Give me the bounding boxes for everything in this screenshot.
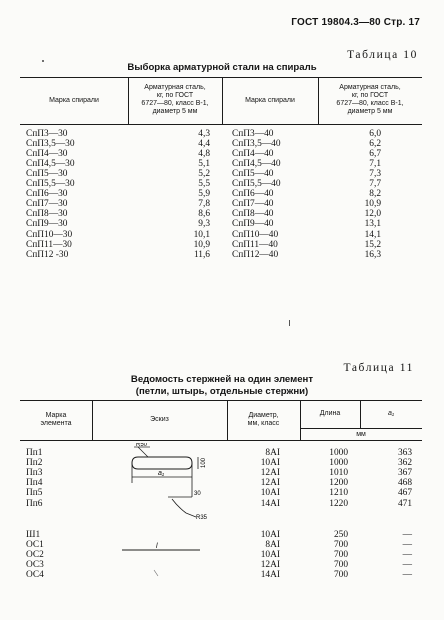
t10-left-value: 11,6: [193, 249, 210, 260]
table11-header-rule: [20, 440, 422, 441]
t11-diameter: 10AI: [260, 458, 280, 469]
t10-right-value: 14,1: [364, 229, 381, 240]
t10-right-mark: СпП3,5—40: [232, 139, 281, 150]
t11-mark: Пп6: [26, 498, 43, 509]
t10-right-value: 10,9: [364, 199, 381, 210]
r50-leader: [138, 447, 148, 457]
t10-left-mark: СпП3,5—30: [26, 139, 75, 150]
hook-curve: [172, 499, 186, 513]
t10-right-mark: СпП7—40: [232, 199, 274, 210]
t10-left-value: 9,3: [198, 219, 210, 230]
table11-unit-rule: [300, 428, 422, 429]
t10-left-value: 5,1: [198, 159, 210, 170]
t10-left-mark: СпП8—30: [26, 209, 68, 220]
t11-mark: ОС1: [26, 540, 44, 551]
t11-mark: Ш1: [26, 530, 41, 540]
t11-mark: Пп4: [26, 478, 43, 489]
col-steel-line: диаметр 5 мм: [347, 108, 393, 115]
table11-title-1: Ведомость стержней на один элемент: [130, 374, 314, 385]
table11-top-rule: [20, 400, 422, 401]
col-steel-line: Арматурная сталь,: [339, 84, 401, 91]
t10-left-mark: СпП7—30: [26, 199, 68, 210]
t10-left-value: 10,9: [193, 239, 210, 250]
t10-right-value: 15,2: [364, 239, 381, 250]
table11-col-mark: [20, 412, 92, 428]
t10-right-value: 6,0: [369, 129, 381, 139]
t11-diameter: 10AI: [260, 530, 280, 540]
t10-left-mark: СпП9—30: [26, 219, 68, 230]
t11-diameter: 12AI: [260, 468, 280, 479]
t11-diameter: 8AI: [265, 540, 280, 551]
table10-header-rule: [20, 124, 422, 125]
t10-right-mark: СпП5,5—40: [232, 179, 281, 190]
t10-right-value: 7,1: [369, 159, 381, 170]
t10-left-value: 4,8: [198, 149, 210, 160]
bar-sketch: [118, 540, 208, 580]
t10-right-value: 6,2: [369, 139, 381, 150]
t10-right-value: 7,7: [369, 179, 381, 190]
col-steel-line: Арматурная сталь,: [144, 84, 206, 91]
t11-length: 1010: [329, 468, 348, 479]
t10-right-mark: СпП4,5—40: [232, 159, 281, 170]
table11-col-a1: a₁: [387, 410, 395, 417]
t10-left-value: 4,3: [198, 129, 210, 139]
t10-left-mark: СпП6—30: [26, 189, 68, 200]
table10-col-mark-2: Марка спирали: [245, 97, 295, 104]
scan-speck: [154, 570, 158, 576]
t11-length: 1000: [329, 448, 348, 458]
table10-col-steel: [128, 84, 222, 116]
scan-speck: [289, 320, 290, 326]
t10-left-mark: СпП4,5—30: [26, 159, 75, 170]
t10-left-mark: СпП5,5—30: [26, 179, 75, 190]
t11-diameter: 14AI: [260, 570, 280, 581]
table11-col-sketch: Эскиз: [150, 416, 169, 423]
t10-right-mark: СпП8—40: [232, 209, 274, 220]
a1-label: a₁: [158, 470, 165, 477]
r35-leader: [186, 513, 196, 517]
t10-right-mark: СпП9—40: [232, 219, 274, 230]
col-mark-line: элемента: [40, 420, 72, 427]
loop-sketch: [128, 443, 218, 521]
t11-length: 700: [333, 560, 348, 571]
t11-length: 1210: [329, 488, 348, 499]
t10-right-value: 13,1: [364, 219, 381, 230]
scan-speck: [42, 60, 44, 62]
dim100-label: 100: [201, 457, 207, 468]
t10-left-mark: СпП11—30: [26, 239, 72, 250]
t10-left-value: 5,5: [198, 179, 210, 190]
t11-a1: 468: [397, 478, 412, 489]
table11-col-unit: мм: [356, 431, 366, 438]
loop-outline: [132, 457, 192, 469]
t11-a1: 363: [397, 448, 412, 458]
col-steel-line: кг, по ГОСТ: [351, 92, 389, 99]
t11-mark: Пп2: [26, 458, 43, 469]
t11-length: 700: [333, 570, 348, 581]
table11-col-length: Длина: [319, 410, 341, 417]
t11-diameter: 10AI: [260, 550, 280, 561]
t10-left-mark: СпП3—30: [26, 129, 68, 139]
t11-length: 1220: [329, 498, 348, 509]
r50-label: R50: [136, 443, 148, 448]
t11-a1: —: [402, 530, 412, 540]
t11-diameter: 8AI: [265, 448, 280, 458]
t10-left-mark: СпП12 -30: [26, 249, 69, 260]
t10-right-mark: СпП3—40: [232, 129, 274, 139]
t11-diameter: 14AI: [260, 498, 280, 509]
t10-right-mark: СпП4—40: [232, 149, 274, 160]
t11-length: 700: [333, 540, 348, 551]
t10-right-mark: СпП11—40: [232, 239, 278, 250]
t11-a1: —: [402, 550, 412, 561]
t11-a1: 362: [397, 458, 412, 469]
t11-length: 1000: [329, 458, 348, 469]
t10-left-value: 5,2: [198, 169, 210, 180]
page-header: ГОСТ 19804.3—80 Стр. 17: [291, 17, 420, 28]
t11-a1: —: [402, 540, 412, 551]
t10-left-value: 10,1: [193, 229, 210, 240]
col-steel-line: 6727—80, класс В-1,: [336, 100, 404, 107]
t11-a1: —: [402, 560, 412, 571]
col-diam-line: мм, класс: [247, 420, 280, 427]
t11-mark: ОС3: [26, 560, 44, 571]
t11-a1: —: [402, 570, 412, 581]
t11-a1: 467: [397, 488, 412, 499]
table10-title: Выборка арматурной стали на спираль: [127, 62, 317, 73]
bar-length-label: l: [156, 543, 158, 550]
t10-left-mark: СпП4—30: [26, 149, 68, 160]
col-steel-line: диаметр 5 мм: [152, 108, 198, 115]
table11-label: Таблица 11: [343, 362, 414, 374]
table10-col-steel-2: [318, 84, 422, 116]
col-mark-line: Марка: [45, 412, 67, 419]
t10-right-mark: СпП5—40: [232, 169, 274, 180]
t10-right-mark: СпП12—40: [232, 249, 279, 260]
t10-right-value: 12,0: [364, 209, 381, 220]
t11-mark: ОС2: [26, 550, 44, 561]
t11-length: 250: [333, 530, 348, 540]
t11-mark: ОС4: [26, 570, 44, 581]
table10-label: Таблица 10: [347, 49, 418, 61]
t11-mark: Пп3: [26, 468, 43, 479]
table11-title-2: (петли, штырь, отдельные стержни): [135, 386, 309, 397]
col-steel-line: 6727—80, класс В-1,: [141, 100, 209, 107]
t10-right-value: 8,2: [369, 189, 381, 200]
t11-mark: Пп1: [26, 448, 43, 458]
col-diam-line: Диаметр,: [248, 412, 279, 419]
t10-left-value: 4,4: [198, 139, 210, 150]
t10-left-mark: СпП10—30: [26, 229, 73, 240]
table10-top-rule: [20, 77, 422, 78]
t10-right-value: 6,7: [369, 149, 381, 160]
t10-right-value: 16,3: [364, 249, 381, 260]
t10-left-value: 5,9: [198, 189, 210, 200]
t11-a1: 367: [397, 468, 412, 479]
t11-length: 700: [333, 550, 348, 561]
t10-right-mark: СпП6—40: [232, 189, 274, 200]
dim30-label: 30: [194, 491, 201, 497]
t10-left-value: 8,6: [198, 209, 210, 220]
t11-diameter: 12AI: [260, 478, 280, 489]
r35-label: R35: [196, 515, 208, 521]
t10-left-value: 7,8: [198, 199, 210, 210]
t10-right-mark: СпП10—40: [232, 229, 279, 240]
t11-length: 1200: [329, 478, 348, 489]
t10-right-value: 7,3: [369, 169, 381, 180]
t10-left-mark: СпП5—30: [26, 169, 68, 180]
t11-a1: 471: [397, 498, 412, 509]
t11-diameter: 10AI: [260, 488, 280, 499]
table10-col-mark: Марка спирали: [49, 97, 99, 104]
table11-col-diameter: [227, 412, 300, 428]
t11-mark: Пп5: [26, 488, 43, 499]
t11-diameter: 12AI: [260, 560, 280, 571]
col-steel-line: кг, по ГОСТ: [156, 92, 194, 99]
